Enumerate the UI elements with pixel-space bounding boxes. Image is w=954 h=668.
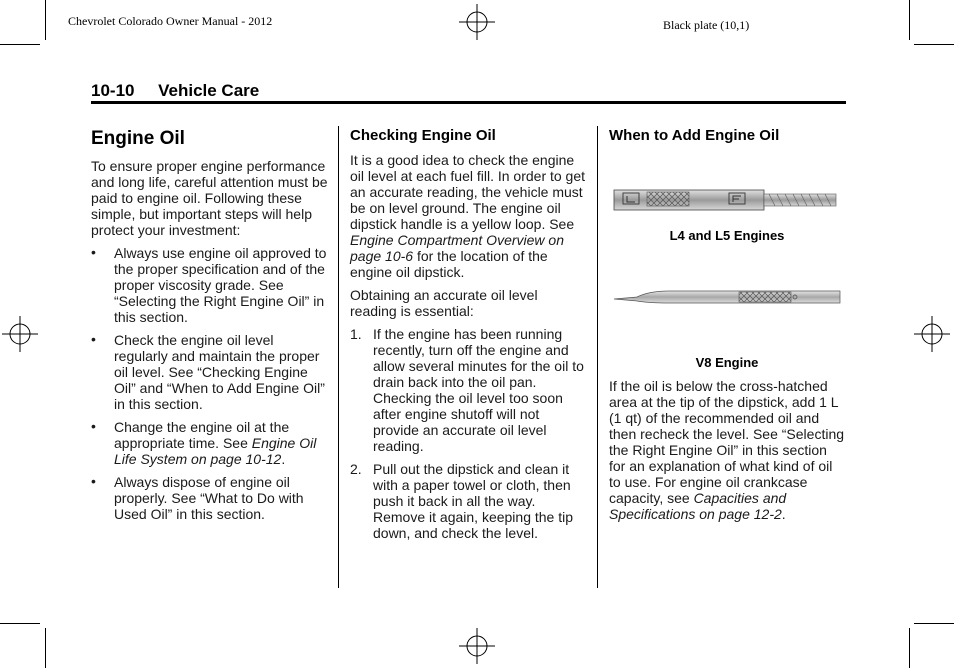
list-item: [91, 419, 329, 467]
registration-mark-icon: [459, 4, 495, 40]
crop-mark: [914, 623, 954, 624]
step-number: 1.: [350, 326, 362, 342]
registration-mark-icon: [459, 628, 495, 664]
list-item-text: If the engine has been running recently, turn off the engine and allow several minutes for the oil to drain back into the oil pan. Checking the oil level too soon after engine shutoff will not provide an accurate oil level reading.: [373, 326, 584, 454]
column-divider: [597, 126, 598, 588]
document-title: Chevrolet Colorado Owner Manual - 2012: [68, 14, 273, 28]
column-divider: [338, 126, 339, 588]
crop-mark: [45, 0, 46, 40]
paragraph: [609, 378, 845, 522]
paragraph-text: If the oil is below the cross-hatched area at the tip of the dipstick, add 1 L (1 qt) of the recommended oil and then recheck the level. See “Selecting the Right Engine Oil” in this section for an explanation of what kind of oil to use. For engine oil crankcase capacity, see: [609, 378, 845, 506]
list-item-text: Change the engine oil at the appropriate time. See: [114, 419, 290, 451]
bullet-list: [91, 245, 329, 522]
registration-mark-icon: [914, 316, 950, 352]
figure-caption: L4 and L5 Engines: [669, 228, 785, 243]
page-title: Engine Oil: [91, 128, 185, 149]
subsection-heading: When to Add Engine Oil: [609, 127, 780, 144]
paragraph: Obtaining an accurate oil level reading is essential:: [350, 287, 538, 319]
column-checking-oil: [350, 127, 588, 548]
heading-rule: [91, 101, 846, 104]
list-item-text: Check the engine oil level regularly and maintain the proper oil level. See “Checking Engine Oil” and “When to Add Engine Oil” in this section.: [114, 332, 325, 412]
section-heading: [91, 81, 259, 101]
list-item: [350, 461, 588, 541]
step-number: 2.: [350, 461, 362, 477]
column-when-to-add: [609, 127, 845, 529]
crop-mark: [0, 623, 40, 624]
crop-mark: [45, 628, 46, 668]
l4-l5-dipstick-icon: [609, 152, 841, 226]
cross-reference-link[interactable]: Capacities and Specifications on page 12-2: [609, 490, 787, 522]
subsection-heading: Checking Engine Oil: [350, 127, 496, 144]
paragraph-text: .: [781, 506, 786, 522]
bullet-mark: •: [91, 473, 96, 489]
bullet-mark: •: [91, 244, 96, 260]
crop-mark: [914, 44, 954, 45]
list-item-text: Always dispose of engine oil properly. See “What to Do with Used Oil” in this section.: [114, 474, 304, 522]
cross-reference-link[interactable]: Engine Compartment Overview on page 10-6: [350, 232, 564, 264]
list-item: [91, 332, 329, 412]
bullet-mark: •: [91, 331, 96, 347]
cross-reference-link[interactable]: Engine Oil Life System on page 10-12: [114, 435, 317, 467]
v8-dipstick-icon: [609, 251, 841, 355]
list-item: [91, 474, 329, 522]
bullet-mark: •: [91, 418, 96, 434]
crop-mark: [909, 0, 910, 40]
list-item: [350, 326, 588, 454]
list-item-text: Pull out the dipstick and clean it with a paper towel or cloth, then push it back in all the way. Remove it again, keeping the tip down, and check the level.: [373, 461, 574, 541]
crop-mark: [0, 44, 40, 45]
paragraph-text: for the location of the engine oil dipstick.: [350, 248, 548, 280]
paragraph-text: It is a good idea to check the engine oil level at each fuel fill. In order to get an accurate reading, the vehicle must be on level ground. The engine oil dipstick handle is a yellow loop. See: [350, 152, 586, 232]
crop-mark: [909, 628, 910, 668]
registration-mark-icon: [2, 316, 38, 352]
list-item-text: .: [281, 451, 286, 467]
list-item-text: Always use engine oil approved to the proper specification and of the proper viscosity grade. See “Selecting the Right Engine Oil” in this section.: [114, 245, 327, 325]
column-engine-oil: [91, 128, 329, 529]
section-number: 10-10: [91, 81, 135, 100]
list-item: [91, 245, 329, 325]
paragraph: [350, 152, 588, 280]
section-title: Vehicle Care: [158, 81, 260, 100]
numbered-list: [350, 326, 588, 541]
figure-caption: V8 Engine: [695, 355, 759, 370]
intro-paragraph: To ensure proper engine performance and long life, careful attention must be paid to engine oil. Following these simple, but important steps will help protect your investment:: [91, 158, 328, 238]
plate-label: Black plate (10,1): [663, 18, 750, 32]
